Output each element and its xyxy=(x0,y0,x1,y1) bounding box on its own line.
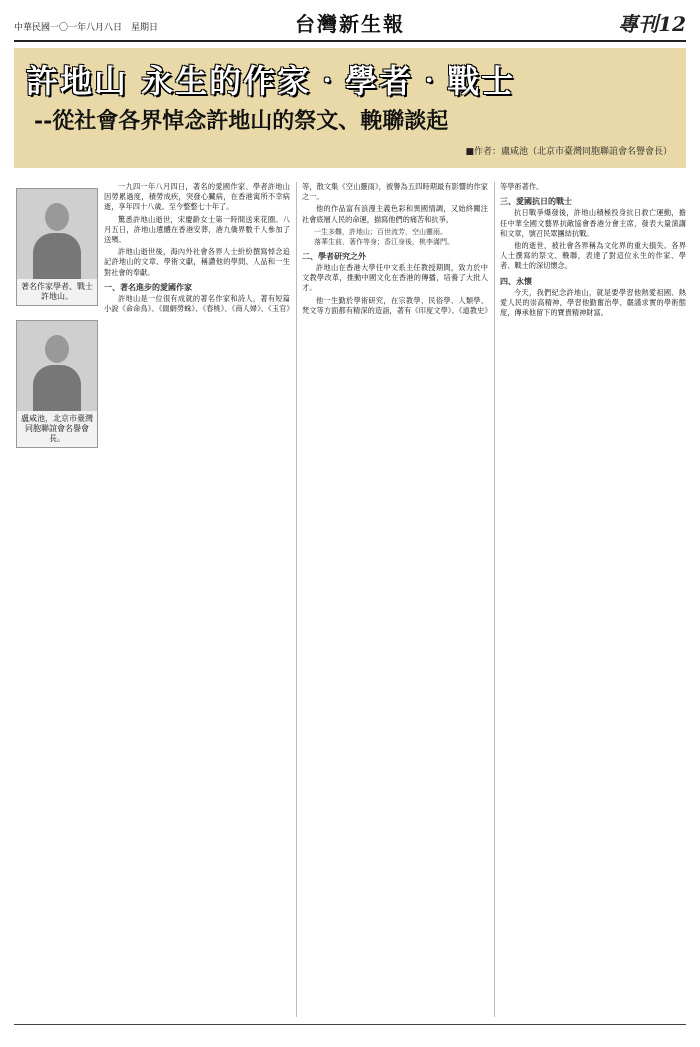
photo-caption: 盧咸池，北京市臺灣同胞聯誼會名譽會長。 xyxy=(21,414,93,443)
portrait-image xyxy=(17,189,97,279)
body-paragraph: 抗日戰爭爆發後，許地山積極投身抗日救亡運動，擔任中華全國文藝界抗敵協會香港分會主席，發表大量演講和文章，號召民眾團結抗戰。 xyxy=(500,208,686,238)
issue-date: 中華民國一〇一年八月八日 星期日 xyxy=(14,23,159,33)
portrait-image xyxy=(17,321,97,411)
body-paragraph: 今天，我們紀念許地山，就是要學習他熱愛祖國、熱愛人民的崇高精神，學習他勤奮治學、嚴謹求實的學術態度，傳承他留下的寶貴精神財富。 xyxy=(500,287,686,318)
body-paragraph: 許地山是一位很有成就的著名作家和詩人，著有短篇小說《命命鳥》、《綴網勞蛛》、《春桃》、《商人婦》、《玉官》等，散文集《空山靈雨》，被譽為五四時期最有影響的作家之一。 xyxy=(104,182,488,314)
body-paragraph: 驚悉許地山逝世，宋慶齡女士第一時間送來花圈。八月五日，許地山遺體在香港安葬，港九僑界數千人參加了送殯。 xyxy=(104,214,290,245)
portrait-photo-xu-dishan xyxy=(16,188,98,306)
body-paragraph: 一九四一年八月四日，著名的愛國作家、學者許地山因勞累過度，積勞成疾，突發心臟病，在香港寓所不幸病逝，享年四十八歲。至今整整七十年了。 xyxy=(104,182,290,212)
author-byline: ■作者：盧咸池（北京市臺灣同胞聯誼會名譽會長） xyxy=(465,147,672,157)
article-body xyxy=(104,182,686,1017)
headline-subtitle: --從社會各界悼念許地山的祭文、輓聯談起 xyxy=(34,108,449,134)
newspaper-name: 台灣新生報 xyxy=(295,12,405,36)
headline-title: 許地山 永生的作家‧學者‧戰士 xyxy=(26,62,516,100)
body-paragraph: 他的作品富有浪漫主義色彩和異國情調，又始終關注社會底層人民的命運，描寫他們的痛苦和抗爭。 xyxy=(302,204,488,224)
section-heading: 二、學者研究之外 xyxy=(302,250,366,261)
page-number: 專刊12 xyxy=(618,12,686,36)
elegiac-couplet: 落華生前，著作等身；香江身後，桃李滿門。 xyxy=(314,237,454,246)
section-heading: 三、愛國抗日的戰士 xyxy=(500,196,572,207)
masthead xyxy=(14,6,686,42)
section-heading: 四、永懷 xyxy=(500,275,532,286)
headline-banner xyxy=(14,48,686,168)
page-footer xyxy=(14,1024,686,1039)
body-paragraph: 許地山在香港大學任中文系主任教授期間，致力於中文教學改革，推動中國文化在香港的傳播，培養了大批人才。 xyxy=(302,263,488,293)
elegiac-couplet: 一生多難，許地山；百世流芳，空山靈雨。 xyxy=(314,227,447,236)
body-paragraph: 他的逝世，被社會各界稱為文化界的重大損失。各界人士撰寫的祭文、輓聯，表達了對這位永生的作家、學者、戰士的深切懷念。 xyxy=(500,241,686,271)
body-paragraph: 許地山逝世後，海內外社會各界人士紛紛撰寫悼念追記許地山的文章、學術文獻，稱讚他的學問、人品和一生對社會的奉獻。 xyxy=(104,247,290,277)
portrait-photo-author xyxy=(16,320,98,448)
body-paragraph: 他一生勤於學術研究，在宗教學、民俗學、人類學、梵文等方面都有精深的造詣，著有《印度文學》、《道教史》等學術著作。 xyxy=(302,182,544,315)
section-heading: 一、著名進步的愛國作家 xyxy=(104,281,192,292)
photo-caption: 著名作家學者、戰士許地山。 xyxy=(21,282,93,301)
